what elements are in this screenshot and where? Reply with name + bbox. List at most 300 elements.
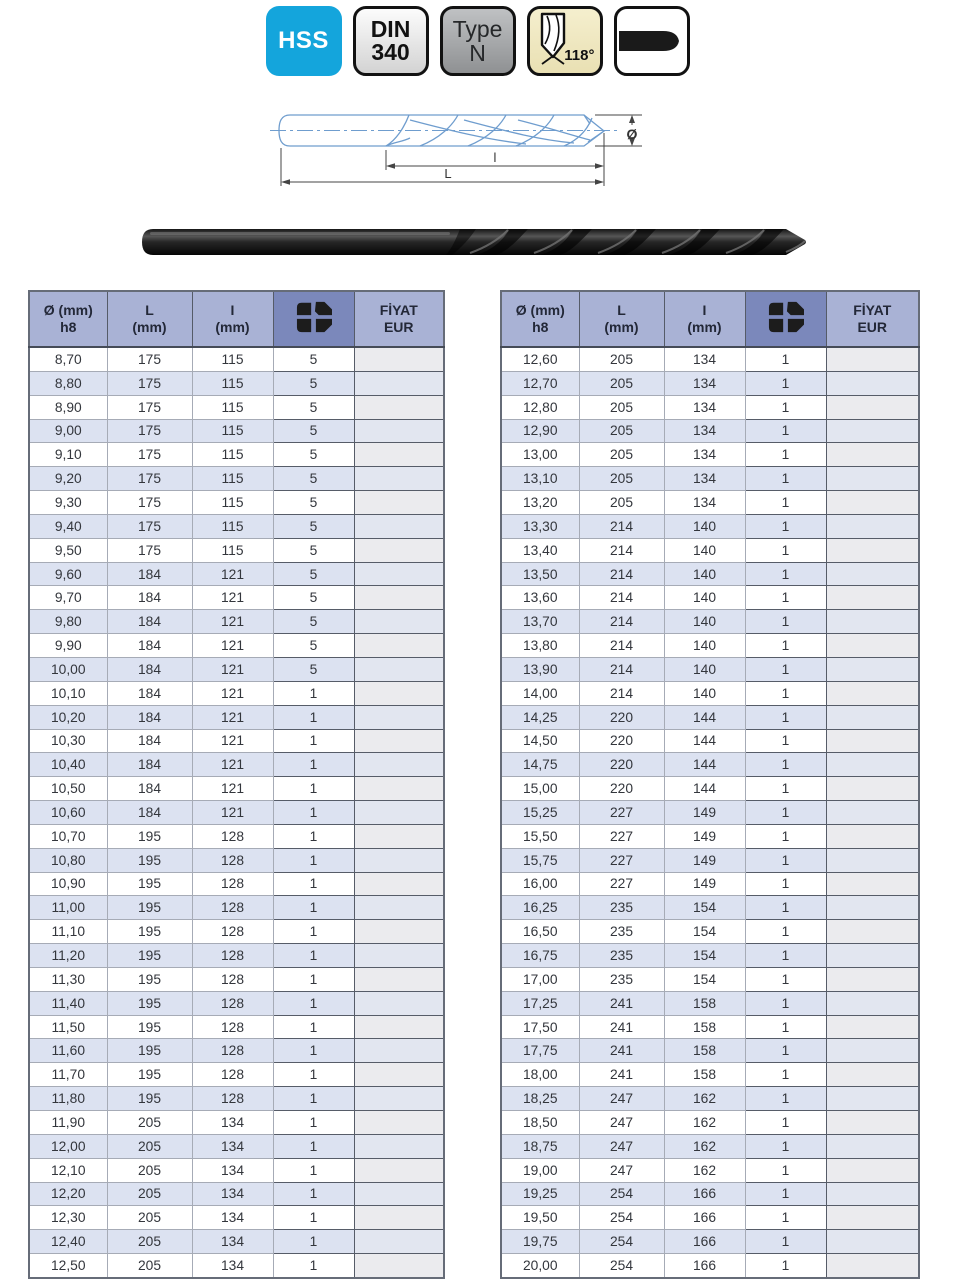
din-label-line2: 340: [371, 39, 410, 65]
table-row: [501, 729, 919, 753]
flute-length-cell: 121: [192, 586, 273, 610]
table-row: [29, 634, 444, 658]
price-cell: [826, 944, 919, 968]
diameter-cell: 9,30: [29, 491, 107, 515]
overall-length-label: L: [444, 166, 452, 181]
overall-length-cell: 254: [579, 1254, 664, 1278]
overall-length-cell: 195: [107, 896, 192, 920]
overall-length-cell: 241: [579, 991, 664, 1015]
diameter-cell: 10,80: [29, 848, 107, 872]
price-cell: [826, 586, 919, 610]
pack-qty-cell: 1: [745, 1015, 826, 1039]
price-cell: [826, 1087, 919, 1111]
flute-length-cell: 134: [192, 1158, 273, 1182]
flute-length-cell: 134: [192, 1254, 273, 1278]
price-cell: [354, 538, 444, 562]
pack-qty-cell: 1: [745, 634, 826, 658]
flute-length-cell: 154: [664, 967, 745, 991]
overall-length-cell: 175: [107, 419, 192, 443]
flute-length-cell: 166: [664, 1230, 745, 1254]
diameter-cell: 19,75: [501, 1230, 579, 1254]
pack-qty-cell: 1: [273, 1039, 354, 1063]
table-row: [501, 514, 919, 538]
pack-qty-cell: 1: [745, 371, 826, 395]
overall-length-cell: 175: [107, 443, 192, 467]
price-cell: [354, 872, 444, 896]
overall-length-cell: 195: [107, 991, 192, 1015]
pack-qty-cell: 1: [745, 562, 826, 586]
pack-qty-cell: 1: [273, 967, 354, 991]
diameter-cell: 10,00: [29, 657, 107, 681]
overall-length-cell: 205: [107, 1134, 192, 1158]
pack-qty-cell: 1: [745, 824, 826, 848]
overall-length-cell: 184: [107, 801, 192, 825]
point-angle-badge: [527, 6, 603, 76]
flute-length-cell: 134: [664, 395, 745, 419]
price-cell: [826, 1063, 919, 1087]
spec-table-right: [500, 290, 920, 1279]
badge-row: [266, 6, 690, 76]
table-row: [29, 944, 444, 968]
drill-diagram-icon: [268, 98, 663, 198]
table-row: [501, 824, 919, 848]
price-cell: [354, 347, 444, 371]
table-row: [29, 586, 444, 610]
price-cell: [826, 1230, 919, 1254]
pack-qty-cell: 1: [745, 467, 826, 491]
pack-qty-cell: 1: [745, 944, 826, 968]
price-cell: [354, 395, 444, 419]
flute-length-cell: 140: [664, 586, 745, 610]
diameter-cell: 8,80: [29, 371, 107, 395]
diameter-cell: 11,00: [29, 896, 107, 920]
overall-length-cell: 195: [107, 944, 192, 968]
pack-qty-cell: 5: [273, 538, 354, 562]
pack-qty-cell: 1: [273, 872, 354, 896]
overall-length-cell: 195: [107, 872, 192, 896]
table-row: [29, 681, 444, 705]
pack-qty-cell: 5: [273, 347, 354, 371]
table-row: [501, 347, 919, 371]
diameter-cell: 15,25: [501, 801, 579, 825]
flute-length-cell: 121: [192, 705, 273, 729]
diameter-cell: 16,75: [501, 944, 579, 968]
pack-qty-cell: 5: [273, 610, 354, 634]
table-row: [29, 1254, 444, 1278]
overall-length-cell: 235: [579, 944, 664, 968]
overall-length-cell: 241: [579, 1039, 664, 1063]
overall-length-cell: 205: [579, 491, 664, 515]
overall-length-cell: 195: [107, 967, 192, 991]
diameter-cell: 9,90: [29, 634, 107, 658]
flute-length-cell: 115: [192, 419, 273, 443]
overall-length-cell: 205: [107, 1206, 192, 1230]
table-row: [501, 371, 919, 395]
table-row: [501, 991, 919, 1015]
diameter-cell: 11,20: [29, 944, 107, 968]
diameter-cell: 18,75: [501, 1134, 579, 1158]
pack-qty-cell: 1: [745, 1039, 826, 1063]
overall-length-cell: 195: [107, 1039, 192, 1063]
diameter-cell: 12,30: [29, 1206, 107, 1230]
pack-qty-cell: 1: [745, 1230, 826, 1254]
flute-length-cell: 140: [664, 610, 745, 634]
flute-length-cell: 134: [192, 1134, 273, 1158]
diameter-cell: 13,80: [501, 634, 579, 658]
price-cell: [354, 1182, 444, 1206]
overall-length-cell: 214: [579, 562, 664, 586]
price-cell: [354, 491, 444, 515]
overall-length-cell: 235: [579, 920, 664, 944]
overall-length-cell: 205: [107, 1254, 192, 1278]
diameter-cell: 10,60: [29, 801, 107, 825]
table-row: [501, 491, 919, 515]
price-cell: [826, 824, 919, 848]
table-row: [501, 872, 919, 896]
flute-length-cell: 121: [192, 777, 273, 801]
pack-qty-cell: 1: [745, 777, 826, 801]
overall-length-cell: 205: [579, 395, 664, 419]
pack-qty-cell: 1: [745, 753, 826, 777]
table-row: [501, 443, 919, 467]
diameter-cell: 11,50: [29, 1015, 107, 1039]
table-row: [29, 443, 444, 467]
diameter-cell: 9,00: [29, 419, 107, 443]
overall-length-cell: 205: [579, 371, 664, 395]
overall-length-cell: 235: [579, 967, 664, 991]
price-cell: [826, 1254, 919, 1278]
price-cell: [354, 634, 444, 658]
table-row: [29, 705, 444, 729]
flute-length-header: I (mm): [192, 291, 273, 347]
diameter-cell: 8,70: [29, 347, 107, 371]
pack-qty-cell: 1: [745, 967, 826, 991]
overall-length-cell: 195: [107, 1087, 192, 1111]
price-cell: [354, 920, 444, 944]
diameter-cell: 13,40: [501, 538, 579, 562]
type-label-line2: N: [469, 40, 486, 66]
flute-length-cell: 140: [664, 562, 745, 586]
table-row: [29, 1015, 444, 1039]
pack-qty-cell: 1: [745, 657, 826, 681]
price-cell: [354, 1134, 444, 1158]
drill-bit-photo-icon: [140, 220, 810, 265]
din-label-line1: DIN: [370, 15, 411, 42]
price-cell: [826, 753, 919, 777]
overall-length-cell: 184: [107, 657, 192, 681]
overall-length-header: L (mm): [579, 291, 664, 347]
price-cell: [354, 562, 444, 586]
diameter-cell: 14,25: [501, 705, 579, 729]
diameter-cell: 10,90: [29, 872, 107, 896]
package-icon: [293, 299, 335, 335]
overall-length-cell: 175: [107, 347, 192, 371]
table-row: [29, 801, 444, 825]
price-cell: [354, 729, 444, 753]
table-row: [501, 1230, 919, 1254]
overall-length-cell: 184: [107, 586, 192, 610]
diameter-cell: 11,70: [29, 1063, 107, 1087]
overall-length-cell: 241: [579, 1015, 664, 1039]
pack-qty-cell: 1: [273, 1063, 354, 1087]
flute-length-cell: 149: [664, 801, 745, 825]
flute-length-cell: 140: [664, 681, 745, 705]
diameter-cell: 11,60: [29, 1039, 107, 1063]
table-row: [501, 634, 919, 658]
diameter-label: Ø: [626, 126, 638, 143]
price-cell: [826, 1206, 919, 1230]
diameter-cell: 17,25: [501, 991, 579, 1015]
flute-length-cell: 115: [192, 347, 273, 371]
overall-length-cell: 227: [579, 848, 664, 872]
table-row: [29, 1230, 444, 1254]
table-row: [29, 777, 444, 801]
pack-qty-cell: 1: [273, 729, 354, 753]
hss-label: HSS: [278, 27, 329, 54]
diameter-cell: 12,80: [501, 395, 579, 419]
diameter-cell: 13,00: [501, 443, 579, 467]
price-cell: [354, 419, 444, 443]
flute-length-cell: 162: [664, 1087, 745, 1111]
diameter-cell: 19,00: [501, 1158, 579, 1182]
diameter-cell: 13,50: [501, 562, 579, 586]
hss-badge: [266, 6, 342, 76]
price-cell: [354, 848, 444, 872]
diameter-header: Ø (mm) h8: [29, 291, 107, 347]
diameter-cell: 12,20: [29, 1182, 107, 1206]
diameter-cell: 13,30: [501, 514, 579, 538]
overall-length-cell: 195: [107, 1063, 192, 1087]
pack-qty-cell: 1: [273, 1182, 354, 1206]
table-row: [501, 705, 919, 729]
price-cell: [826, 1039, 919, 1063]
pack-qty-cell: 5: [273, 395, 354, 419]
diameter-cell: 11,40: [29, 991, 107, 1015]
flute-length-cell: 158: [664, 1015, 745, 1039]
pack-qty-cell: 5: [273, 467, 354, 491]
overall-length-cell: 247: [579, 1134, 664, 1158]
price-cell: [354, 896, 444, 920]
table-row: [501, 610, 919, 634]
flute-length-cell: 134: [664, 371, 745, 395]
price-cell: [354, 1158, 444, 1182]
pack-qty-cell: 1: [273, 705, 354, 729]
diameter-cell: 17,75: [501, 1039, 579, 1063]
price-header: FİYAT EUR: [826, 291, 919, 347]
diameter-cell: 11,80: [29, 1087, 107, 1111]
table-row: [501, 1158, 919, 1182]
table-row: [29, 1206, 444, 1230]
flute-length-cell: 144: [664, 777, 745, 801]
diameter-cell: 12,70: [501, 371, 579, 395]
table-row: [29, 657, 444, 681]
flute-length-cell: 140: [664, 634, 745, 658]
flute-length-cell: 128: [192, 1063, 273, 1087]
diameter-cell: 9,10: [29, 443, 107, 467]
type-label-line1: Type: [452, 15, 503, 42]
pack-qty-cell: 1: [745, 1206, 826, 1230]
table-row: [501, 1015, 919, 1039]
pack-qty-cell: 5: [273, 634, 354, 658]
pack-qty-cell: 1: [273, 1111, 354, 1135]
pack-qty-cell: 1: [273, 753, 354, 777]
flute-length-cell: 121: [192, 610, 273, 634]
pack-qty-cell: 1: [745, 801, 826, 825]
pack-qty-cell: 1: [745, 705, 826, 729]
flute-length-cell: 166: [664, 1254, 745, 1278]
pack-qty-header: [745, 291, 826, 347]
pack-qty-cell: 1: [745, 729, 826, 753]
price-cell: [826, 777, 919, 801]
price-cell: [354, 1087, 444, 1111]
pack-qty-cell: 1: [745, 514, 826, 538]
price-cell: [826, 467, 919, 491]
diameter-cell: 12,50: [29, 1254, 107, 1278]
price-cell: [354, 467, 444, 491]
diameter-cell: 18,25: [501, 1087, 579, 1111]
overall-length-cell: 195: [107, 824, 192, 848]
spec-table-left: [28, 290, 445, 1279]
overall-length-cell: 205: [107, 1182, 192, 1206]
price-cell: [826, 967, 919, 991]
table-row: [29, 419, 444, 443]
table-row: [501, 1134, 919, 1158]
overall-length-cell: 227: [579, 801, 664, 825]
pack-qty-cell: 1: [273, 920, 354, 944]
price-cell: [826, 872, 919, 896]
price-cell: [826, 514, 919, 538]
pack-qty-cell: 1: [745, 538, 826, 562]
flute-length-cell: 166: [664, 1182, 745, 1206]
table-row: [29, 920, 444, 944]
overall-length-cell: 175: [107, 467, 192, 491]
table-row: [29, 1087, 444, 1111]
table-row: [29, 347, 444, 371]
table-row: [29, 1134, 444, 1158]
price-cell: [354, 657, 444, 681]
pack-qty-cell: 1: [273, 1230, 354, 1254]
flute-length-cell: 128: [192, 1039, 273, 1063]
diameter-cell: 13,90: [501, 657, 579, 681]
diameter-cell: 13,10: [501, 467, 579, 491]
flute-length-cell: 121: [192, 562, 273, 586]
table-row: [501, 562, 919, 586]
pack-qty-cell: 1: [745, 491, 826, 515]
diameter-cell: 12,10: [29, 1158, 107, 1182]
table-row: [29, 491, 444, 515]
pack-qty-cell: 1: [273, 1087, 354, 1111]
overall-length-cell: 205: [107, 1158, 192, 1182]
flute-length-cell: 154: [664, 920, 745, 944]
overall-length-cell: 214: [579, 681, 664, 705]
price-cell: [826, 491, 919, 515]
flute-length-cell: 128: [192, 944, 273, 968]
diameter-cell: 17,00: [501, 967, 579, 991]
pack-qty-cell: 1: [745, 848, 826, 872]
overall-length-cell: 205: [107, 1230, 192, 1254]
price-cell: [826, 920, 919, 944]
flute-length-cell: 162: [664, 1134, 745, 1158]
flute-length-cell: 134: [192, 1206, 273, 1230]
diameter-cell: 12,90: [501, 419, 579, 443]
table-row: [501, 538, 919, 562]
flute-length-cell: 128: [192, 872, 273, 896]
table-row: [501, 944, 919, 968]
price-cell: [354, 705, 444, 729]
price-cell: [826, 610, 919, 634]
diameter-header: Ø (mm) h8: [501, 291, 579, 347]
overall-length-cell: 184: [107, 705, 192, 729]
overall-length-cell: 214: [579, 610, 664, 634]
overall-length-cell: 175: [107, 514, 192, 538]
flute-length-cell: 115: [192, 514, 273, 538]
overall-length-cell: 220: [579, 705, 664, 729]
overall-length-cell: 195: [107, 848, 192, 872]
flute-length-cell: 149: [664, 872, 745, 896]
pack-qty-cell: 1: [745, 681, 826, 705]
flute-length-cell: 128: [192, 1015, 273, 1039]
flute-length-cell: 115: [192, 395, 273, 419]
flute-length-cell: 121: [192, 681, 273, 705]
pack-qty-cell: 1: [745, 443, 826, 467]
diameter-cell: 12,40: [29, 1230, 107, 1254]
price-cell: [354, 1063, 444, 1087]
price-cell: [826, 1015, 919, 1039]
overall-length-cell: 247: [579, 1111, 664, 1135]
flute-length-cell: 134: [192, 1111, 273, 1135]
spec-table-right-body: [501, 347, 919, 1278]
diameter-cell: 10,50: [29, 777, 107, 801]
pack-qty-cell: 1: [745, 1158, 826, 1182]
pack-qty-cell: 1: [745, 1063, 826, 1087]
overall-length-cell: 254: [579, 1230, 664, 1254]
flute-length-cell: 128: [192, 848, 273, 872]
price-cell: [826, 538, 919, 562]
pack-qty-cell: 1: [273, 824, 354, 848]
pack-qty-cell: 5: [273, 419, 354, 443]
overall-length-cell: 205: [579, 347, 664, 371]
pack-qty-cell: 5: [273, 491, 354, 515]
price-cell: [826, 848, 919, 872]
price-cell: [826, 1111, 919, 1135]
pack-qty-cell: 1: [745, 347, 826, 371]
pack-qty-cell: 1: [745, 991, 826, 1015]
diameter-cell: 9,80: [29, 610, 107, 634]
flute-length-cell: 128: [192, 991, 273, 1015]
overall-length-cell: 175: [107, 371, 192, 395]
header-row: [501, 291, 919, 347]
table-row: [501, 896, 919, 920]
flute-length-cell: 115: [192, 467, 273, 491]
flute-length-cell: 154: [664, 944, 745, 968]
flute-length-cell: 128: [192, 967, 273, 991]
pack-qty-cell: 1: [745, 896, 826, 920]
flute-length-cell: 134: [664, 443, 745, 467]
price-cell: [826, 371, 919, 395]
flute-length-cell: 115: [192, 371, 273, 395]
diameter-cell: 20,00: [501, 1254, 579, 1278]
flute-length-cell: 149: [664, 824, 745, 848]
diameter-cell: 9,60: [29, 562, 107, 586]
price-cell: [354, 944, 444, 968]
point-angle-label: 118°: [564, 47, 595, 64]
price-cell: [354, 1111, 444, 1135]
price-cell: [354, 1230, 444, 1254]
din-340-badge: [353, 6, 429, 76]
flute-length-cell: 144: [664, 705, 745, 729]
flute-length-cell: 115: [192, 443, 273, 467]
table-row: [501, 777, 919, 801]
